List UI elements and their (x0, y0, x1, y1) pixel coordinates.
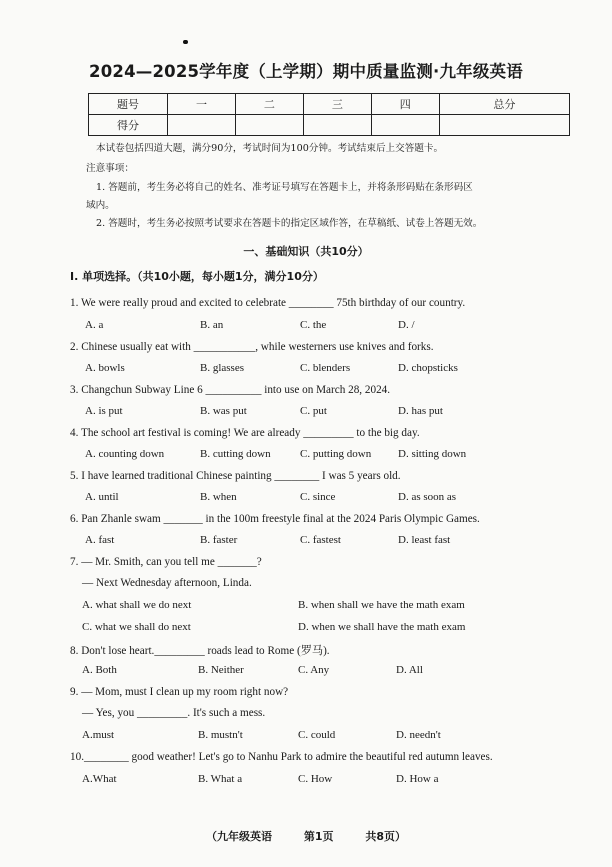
question-9-reply: — Yes, you _________. It's such a mess. (82, 707, 266, 719)
option: A.What (82, 773, 117, 785)
question-2: 2. Chinese usually eat with ___________, while westerners use knives and forks. (70, 341, 434, 353)
score-table-header-row (89, 94, 570, 115)
notes-item-2: 2. 答题时，考生务必按照考试要求在答题卡的指定区域作答，在草稿纸、试卷上答题无效。 (96, 218, 483, 229)
option: B. was put (200, 405, 247, 417)
footer-page-number: 第1页 (303, 830, 334, 843)
question-9: 9. — Mom, must I clean up my room right now? (70, 686, 289, 698)
option: A. until (85, 491, 119, 503)
score-cell (168, 115, 236, 136)
option: D. / (398, 319, 415, 331)
option: D. sitting down (398, 448, 467, 460)
option: B. glasses (200, 362, 244, 374)
option: B. mustn't (198, 729, 243, 741)
option: A. counting down (85, 448, 165, 460)
footer-total-pages: 共8页） (365, 830, 406, 843)
score-table (88, 93, 570, 136)
option: A.must (82, 729, 115, 741)
option: B. an (200, 319, 224, 331)
option: C. blenders (300, 362, 351, 374)
option: D. needn't (396, 729, 441, 741)
score-cell (371, 115, 439, 136)
question-3: 3. Changchun Subway Line 6 __________ into use on March 28, 2024. (70, 384, 391, 396)
option: D. All (396, 664, 423, 676)
option: A. Both (82, 664, 117, 676)
part-heading: I. 单项选择。（共10小题，每小题1分，满分10分） (70, 270, 324, 283)
option: A. bowls (85, 362, 125, 374)
option: D. when we shall have the math exam (298, 621, 466, 633)
notes-heading: 注意事项： (86, 163, 134, 174)
exam-title: 2024—2025学年度（上学期）期中质量监测·九年级英语 (89, 62, 523, 81)
footer-subject: （九年级英语 (206, 830, 272, 843)
score-header-cell: 四 (371, 94, 439, 115)
option: D. chopsticks (398, 362, 458, 374)
score-cell (235, 115, 303, 136)
section-heading: 一、基础知识（共10分） (243, 245, 369, 258)
option: A. is put (85, 405, 123, 417)
question-1: 1. We were really proud and excited to celebrate ________ 75th birthday of our country. (70, 297, 466, 309)
option: C. the (300, 319, 327, 331)
score-header-cell: 一 (168, 94, 236, 115)
option: C. How (298, 773, 333, 785)
score-cell (439, 115, 569, 136)
score-header-cell: 总分 (439, 94, 569, 115)
score-cell (303, 115, 371, 136)
score-header-cell: 三 (303, 94, 371, 115)
notes-item-1: 1. 答题前，考生务必将自己的姓名、准考证号填写在答题卡上，并将条形码贴在条形码区 (96, 182, 473, 193)
option: A. fast (85, 534, 115, 546)
option: B. Neither (198, 664, 244, 676)
option: C. since (300, 491, 336, 503)
page-footer (0, 828, 612, 844)
option: B. faster (200, 534, 238, 546)
question-5: 5. I have learned traditional Chinese painting ________ I was 5 years old. (70, 470, 401, 482)
question-7: 7. — Mr. Smith, can you tell me _______? (70, 556, 262, 568)
question-7-reply: — Next Wednesday afternoon, Linda. (82, 577, 252, 589)
option: D. has put (398, 405, 443, 417)
score-table-score-row (89, 115, 570, 136)
option: C. fastest (300, 534, 341, 546)
option: A. what shall we do next (82, 599, 192, 611)
ink-dot (183, 40, 188, 44)
question-10: 10.________ good weather! Let's go to Nanhu Park to admire the beautiful red autumn leaves. (70, 751, 493, 763)
question-6: 6. Pan Zhanle swam _______ in the 100m freestyle final at the 2024 Paris Olympic Games. (70, 513, 480, 525)
score-row-label: 得分 (89, 115, 168, 136)
option: B. when (200, 491, 237, 503)
option: D. least fast (398, 534, 451, 546)
option: C. could (298, 729, 336, 741)
option: C. put (300, 405, 327, 417)
question-8: 8. Don't lose heart._________ roads lead to Rome (罗马). (70, 645, 330, 657)
notes-item-1-cont: 域内。 (86, 200, 115, 211)
option: D. How a (396, 773, 439, 785)
option: C. Any (298, 664, 330, 676)
option: B. when shall we have the math exam (298, 599, 465, 611)
option: C. what we shall do next (82, 621, 191, 633)
option: A. a (85, 319, 104, 331)
score-header-cell: 二 (235, 94, 303, 115)
question-4: 4. The school art festival is coming! We are already _________ to the big day. (70, 427, 420, 439)
exam-intro: 本试卷包括四道大题，满分90分，考试时间为100分钟。考试结束后上交答题卡。 (96, 143, 444, 154)
option: B. cutting down (200, 448, 271, 460)
option: B. What a (198, 773, 243, 785)
score-header-cell: 题号 (89, 94, 168, 115)
option: C. putting down (300, 448, 372, 460)
option: D. as soon as (398, 491, 457, 503)
